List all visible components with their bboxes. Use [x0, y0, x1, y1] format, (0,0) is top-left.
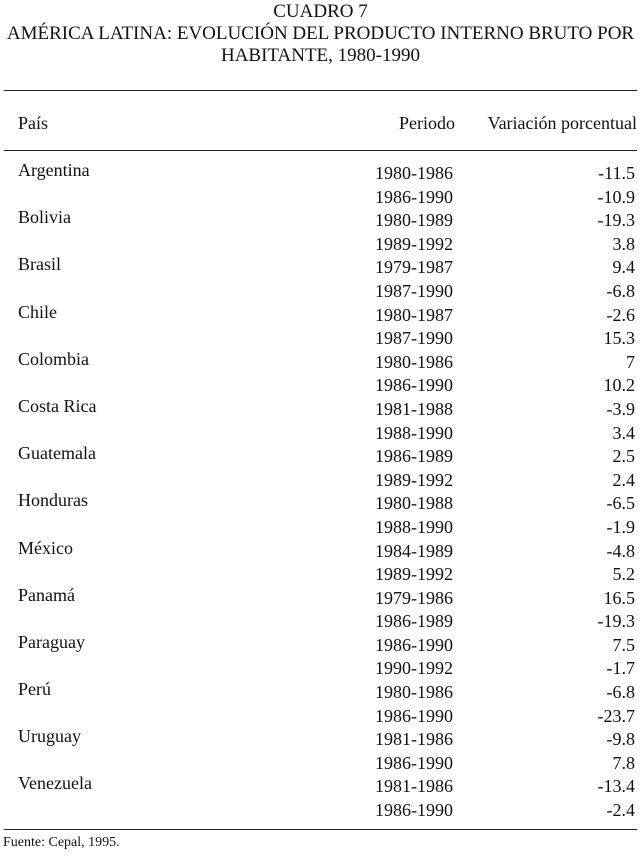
- country-name: Venezuela: [18, 773, 92, 794]
- table-row: [0, 162, 641, 186]
- variation-cell: -13.4: [597, 776, 635, 797]
- period-cell: 1981-1986: [375, 729, 453, 750]
- country-group: [0, 678, 641, 725]
- variation-cell: -1.7: [606, 658, 635, 679]
- table-subtitle: HABITANTE, 1980-1990: [220, 45, 420, 66]
- variation-cell: 15.3: [603, 328, 635, 349]
- header-rule: [4, 150, 637, 151]
- variation-cell: -6.8: [606, 280, 635, 301]
- period-cell: 1986-1990: [375, 705, 453, 726]
- variation-cell: 16.5: [603, 587, 635, 608]
- variation-cell: -2.6: [606, 304, 635, 325]
- variation-cell: 7.8: [612, 752, 635, 773]
- table-row: [0, 775, 641, 799]
- period-cell: 1979-1987: [375, 257, 453, 278]
- country-group: [0, 725, 641, 772]
- country-group: [0, 584, 641, 631]
- country-name: Panamá: [18, 584, 75, 605]
- period-cell: 1980-1987: [375, 304, 453, 325]
- table-row: [0, 351, 641, 375]
- table-row: [0, 799, 641, 823]
- variation-cell: -2.4: [606, 800, 635, 821]
- country-group: [0, 301, 641, 348]
- country-group: [0, 395, 641, 442]
- table-row: [0, 540, 641, 564]
- table-row: [0, 209, 641, 233]
- period-cell: 1984-1989: [375, 540, 453, 561]
- period-cell: 1988-1990: [375, 422, 453, 443]
- country-name: Brasil: [18, 254, 61, 275]
- period-cell: 1981-1988: [375, 398, 453, 419]
- variation-cell: -19.3: [597, 611, 635, 632]
- table-row: [0, 398, 641, 422]
- table-row: [0, 304, 641, 328]
- country-name: Paraguay: [18, 631, 85, 652]
- country-group: [0, 348, 641, 395]
- period-cell: 1989-1992: [375, 233, 453, 254]
- country-group: [0, 489, 641, 536]
- country-group: [0, 442, 641, 489]
- country-group: [0, 631, 641, 678]
- bottom-rule: [4, 829, 637, 830]
- variation-cell: 7: [626, 351, 635, 372]
- period-cell: 1987-1990: [375, 328, 453, 349]
- header-period: Periodo: [399, 113, 455, 133]
- country-name: Colombia: [18, 348, 89, 369]
- variation-cell: -19.3: [597, 210, 635, 231]
- variation-cell: -9.8: [606, 729, 635, 750]
- variation-cell: 2.4: [612, 469, 635, 490]
- period-cell: 1979-1986: [375, 587, 453, 608]
- top-rule: [4, 90, 637, 91]
- variation-cell: 2.5: [612, 446, 635, 467]
- variation-cell: 10.2: [603, 375, 635, 396]
- period-cell: 1987-1990: [375, 280, 453, 301]
- period-cell: 1986-1990: [375, 634, 453, 655]
- table-title: AMÉRICA LATINA: EVOLUCIÓN DEL PRODUCTO INTERNO BRUTO POR: [6, 23, 635, 44]
- period-cell: 1989-1992: [375, 469, 453, 490]
- variation-cell: -1.9: [606, 516, 635, 537]
- country-name: Argentina: [18, 160, 90, 180]
- period-cell: 1986-1990: [375, 186, 453, 207]
- period-cell: 1980-1988: [375, 493, 453, 514]
- country-name: Perú: [18, 679, 51, 700]
- country-name: Bolivia: [18, 207, 71, 228]
- period-cell: 1980-1986: [375, 351, 453, 372]
- variation-cell: -23.7: [597, 705, 635, 726]
- table-row: [0, 256, 641, 280]
- period-cell: 1986-1990: [375, 375, 453, 396]
- variation-cell: 5.2: [612, 564, 635, 585]
- table-number: CUADRO 7: [273, 1, 368, 22]
- country-name: Chile: [18, 301, 57, 322]
- period-cell: 1986-1990: [375, 752, 453, 773]
- period-cell: 1986-1989: [375, 446, 453, 467]
- variation-cell: -11.5: [598, 163, 635, 183]
- period-cell: 1988-1990: [375, 516, 453, 537]
- table-row: [0, 492, 641, 516]
- table-row: [0, 634, 641, 658]
- variation-cell: 3.4: [612, 422, 635, 443]
- period-cell: 1986-1989: [375, 611, 453, 632]
- country-name: Uruguay: [18, 726, 81, 747]
- variation-cell: 9.4: [612, 257, 635, 278]
- table-row: [0, 681, 641, 705]
- period-cell: 1980-1986: [375, 163, 453, 183]
- country-group: [0, 206, 641, 253]
- country-name: Honduras: [18, 490, 88, 511]
- variation-cell: -10.9: [597, 186, 635, 207]
- table-row: [0, 445, 641, 469]
- country-name: México: [18, 537, 73, 558]
- period-cell: 1989-1992: [375, 564, 453, 585]
- variation-cell: -6.8: [606, 682, 635, 703]
- variation-cell: -6.5: [606, 493, 635, 514]
- period-cell: 1980-1989: [375, 210, 453, 231]
- header-variation: Variación porcentual: [487, 113, 637, 133]
- period-cell: 1990-1992: [375, 658, 453, 679]
- country-name: Costa Rica: [18, 395, 97, 416]
- country-group: [0, 159, 641, 206]
- table-row: [0, 587, 641, 611]
- country-name: Guatemala: [18, 443, 96, 464]
- source-note: Fuente: Cepal, 1995.: [3, 835, 120, 850]
- header-country: País: [18, 113, 49, 133]
- country-group: [0, 253, 641, 300]
- table-row: [0, 728, 641, 752]
- country-group: [0, 537, 641, 584]
- variation-cell: 3.8: [612, 233, 635, 254]
- country-group: [0, 772, 641, 819]
- period-cell: 1980-1986: [375, 682, 453, 703]
- period-cell: 1986-1990: [375, 800, 453, 821]
- variation-cell: -4.8: [606, 540, 635, 561]
- variation-cell: -3.9: [606, 398, 635, 419]
- table-body: [0, 159, 641, 820]
- variation-cell: 7.5: [612, 634, 635, 655]
- period-cell: 1981-1986: [375, 776, 453, 797]
